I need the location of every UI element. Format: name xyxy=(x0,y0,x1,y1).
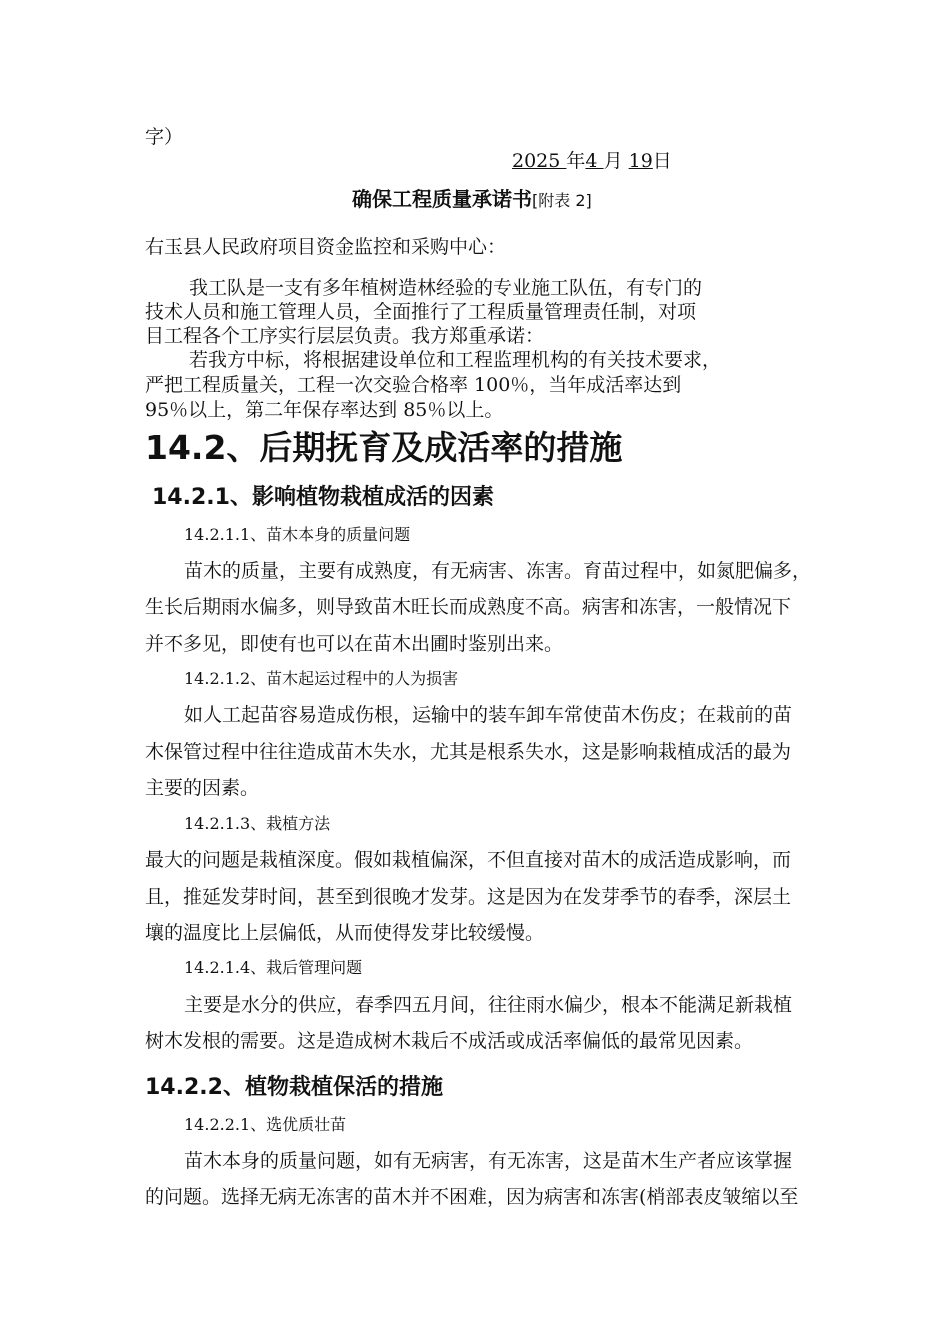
commitment-title-text: 确保工程质量承诺书 xyxy=(352,187,532,211)
top-fragment: 字） xyxy=(145,126,184,148)
section-heading: 14.2、后期抚育及成活率的措施 xyxy=(145,428,623,467)
body-line: 且，推延发芽时间，甚至到很晚才发芽。这是因为在发芽季节的春季，深层土 xyxy=(145,886,792,908)
para2-line: 严把工程质量关，工程一次交验合格率 100％，当年成活率达到 xyxy=(145,374,682,396)
body-line: 并不多见，即使有也可以在苗木出圃时鉴别出来。 xyxy=(145,633,564,655)
subsection-heading: 14.2.1、影响植物栽植成活的因素 xyxy=(152,485,494,510)
body-line: 树木发根的需要。这是造成树木栽后不成活或成活率偏低的最常见因素。 xyxy=(145,1030,754,1052)
item-title: 14.2.1.3、栽植方法 xyxy=(184,814,331,833)
date-year: 2025 xyxy=(512,150,567,172)
item-title: 14.2.1.4、栽后管理问题 xyxy=(184,958,363,977)
item-title: 14.2.2.1、选优质壮苗 xyxy=(184,1115,347,1134)
date-line xyxy=(512,150,672,172)
body-line: 生长后期雨水偏多，则导致苗木旺长而成熟度不高。病害和冻害，一般情况下 xyxy=(145,596,792,618)
item-title: 14.2.1.2、苗木起运过程中的人为损害 xyxy=(184,669,459,688)
body-line: 壤的温度比上层偏低，从而使得发芽比较缓慢。 xyxy=(145,922,545,944)
para1-line: 目工程各个工序实行层层负责。我方郑重承诺： xyxy=(145,325,545,347)
body-line: 如人工起苗容易造成伤根，运输中的装车卸车常使苗木伤皮；在栽前的苗 xyxy=(184,704,793,726)
para2-line: 若我方中标，将根据建设单位和工程监理机构的有关技术要求， xyxy=(189,349,722,371)
date-day: 19 xyxy=(628,150,653,172)
commitment-title xyxy=(352,187,592,213)
item-title: 14.2.1.1、苗木本身的质量问题 xyxy=(184,525,411,544)
body-line: 主要是水分的供应，春季四五月间，往往雨水偏少，根本不能满足新栽植 xyxy=(184,994,793,1016)
date-year-suffix: 年 xyxy=(566,150,586,172)
para1-line: 我工队是一支有多年植树造林经验的专业施工队伍，有专门的 xyxy=(189,277,703,299)
date-month-suffix: 月 xyxy=(603,150,629,172)
addressee: 右玉县人民政府项目资金监控和采购中心： xyxy=(145,236,507,258)
para2-line: 95％以上，第二年保存率达到 85％以上。 xyxy=(145,399,504,421)
body-line: 的问题。选择无病无冻害的苗木并不困难，因为病害和冻害(梢部表皮皱缩以至 xyxy=(145,1186,799,1208)
commitment-title-note: [附表 2] xyxy=(532,191,592,210)
body-line: 主要的因素。 xyxy=(145,777,260,799)
body-line: 苗木本身的质量问题，如有无病害，有无冻害，这是苗木生产者应该掌握 xyxy=(184,1150,793,1172)
body-line: 最大的问题是栽植深度。假如栽植偏深，不但直接对苗木的成活造成影响，而 xyxy=(145,849,792,871)
date-day-suffix: 日 xyxy=(652,150,672,172)
date-month: 4 xyxy=(585,150,604,172)
para1-line: 技术人员和施工管理人员，全面推行了工程质量管理责任制，对项 xyxy=(145,301,697,323)
body-line: 苗木的质量，主要有成熟度，有无病害、冻害。育苗过程中，如氮肥偏多， xyxy=(184,560,812,582)
body-line: 木保管过程中往往造成苗木失水，尤其是根系失水，这是影响栽植成活的最为 xyxy=(145,741,792,763)
subsection-heading: 14.2.2、植物栽植保活的措施 xyxy=(145,1075,443,1100)
